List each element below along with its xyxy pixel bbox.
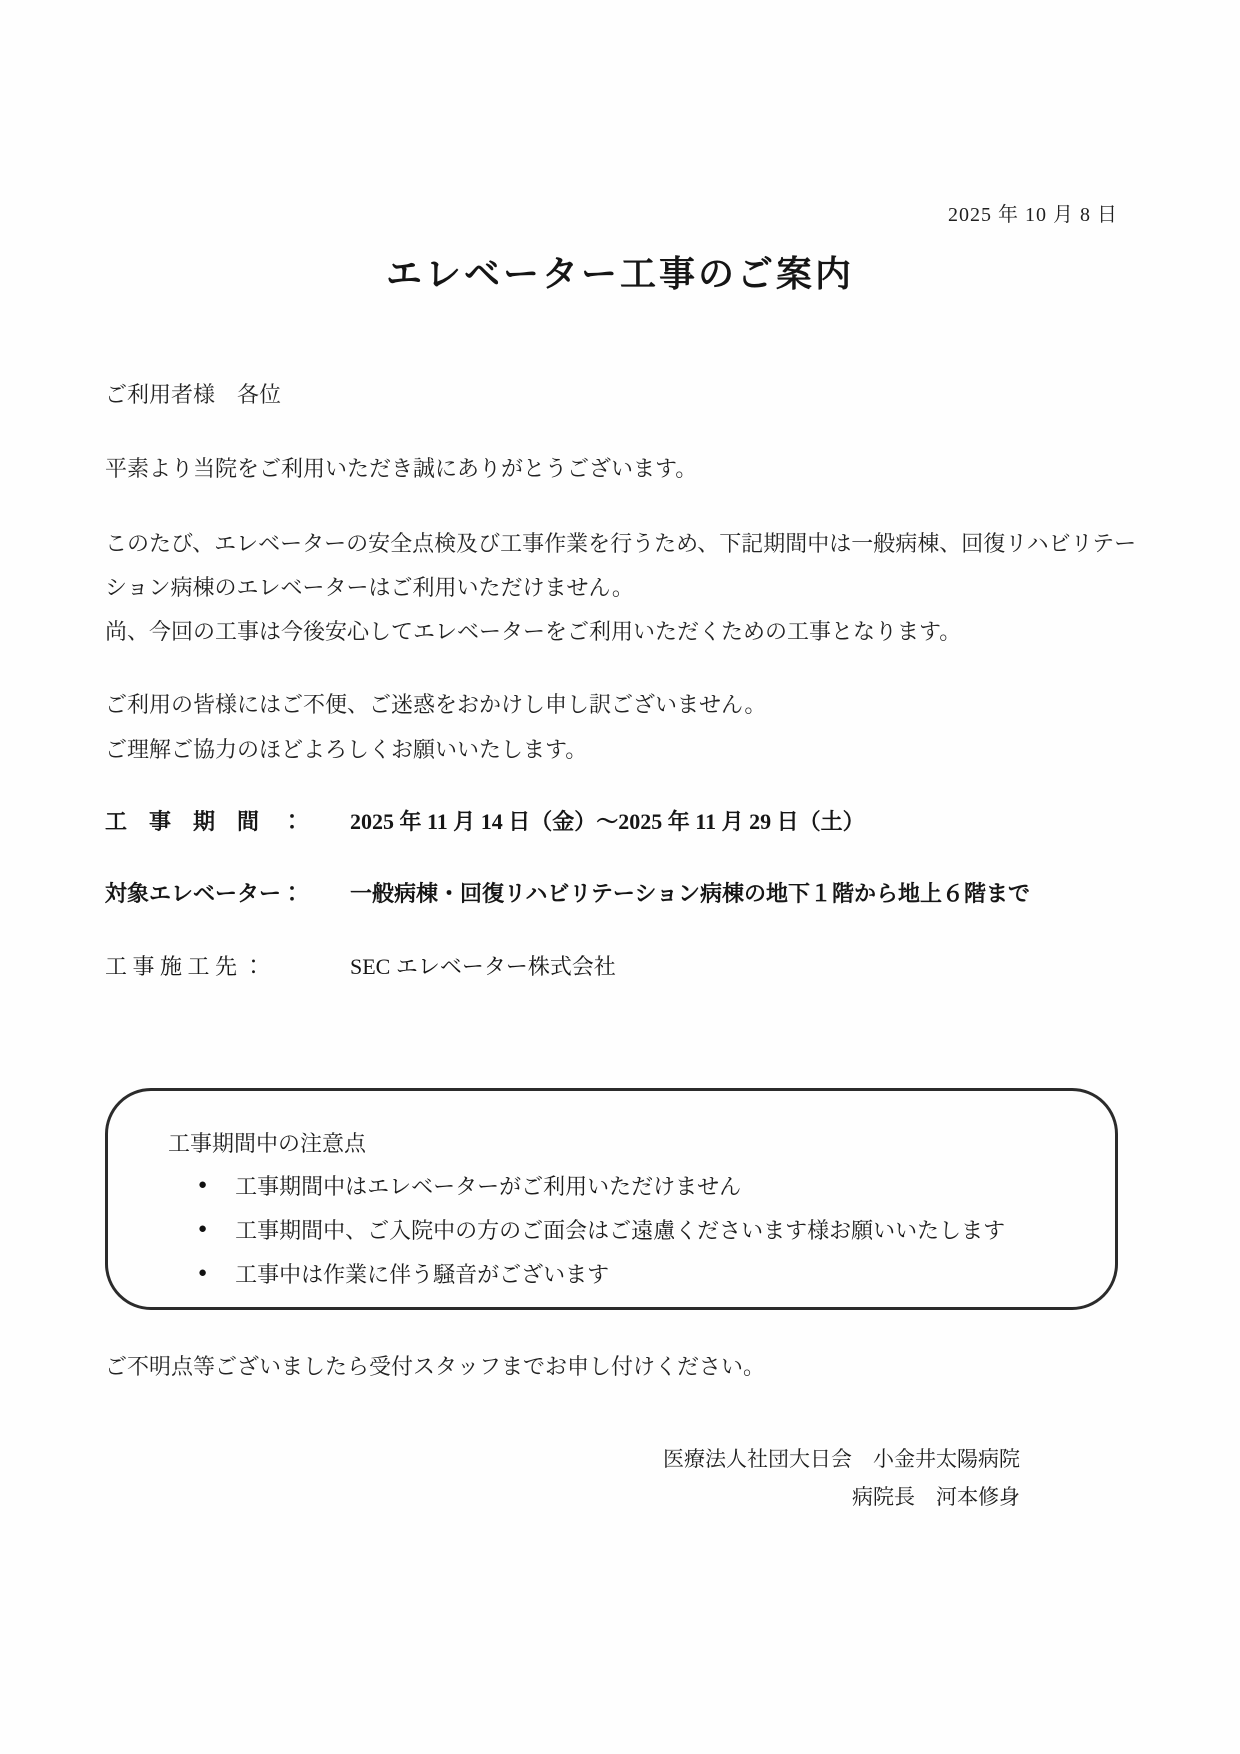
bullet-icon: ●	[198, 1265, 208, 1281]
signature-block	[663, 1440, 1020, 1516]
detail-value: 2025 年 11 月 14 日（金）～2025 年 11 月 29 日（土）	[350, 809, 865, 834]
bullet-icon: ●	[198, 1221, 208, 1237]
detail-label: 対象エレベーター：	[105, 881, 304, 906]
detail-row-target-elevators	[105, 877, 1030, 908]
signature-person: 病院長 河本修身	[852, 1485, 1020, 1509]
detail-value: 一般病棟・回復リハビリテーション病棟の地下１階から地上６階まで	[350, 881, 1031, 906]
notice-item-text: 工事中は作業に伴う騒音がございます	[235, 1262, 610, 1287]
list-item	[198, 1170, 1115, 1201]
notice-box-title: 工事期間中の注意点	[168, 1131, 367, 1156]
apology-paragraph	[105, 682, 1140, 772]
body-sentence-2: 尚、今回の工事は今後安心してエレベーターをご利用いただくための工事となります。	[105, 619, 962, 644]
document-date: 2025 年 10 月 8 日	[948, 204, 1118, 226]
notice-item-text: 工事期間中、ご入院中の方のご面会はご遠慮くださいます様お願いいたします	[235, 1218, 1006, 1243]
body-sentence-1: このたび、エレベーターの安全点検及び工事作業を行うため、下記期間中は一般病棟、回復リハビリテーション病棟のエレベーターはご利用いただけません。	[105, 531, 1137, 600]
greeting-line: 平素より当院をご利用いただき誠にありがとうございます。	[105, 456, 698, 481]
signature-organization: 医療法人社団大日会 小金井太陽病院	[663, 1447, 1020, 1471]
list-item	[198, 1258, 1115, 1289]
notice-box	[105, 1088, 1118, 1310]
detail-value: SEC エレベーター株式会社	[350, 954, 616, 979]
list-item	[198, 1214, 1115, 1245]
body-paragraph	[105, 522, 1140, 654]
detail-row-construction-period	[105, 805, 865, 836]
notice-list	[108, 1170, 1115, 1289]
apology-line-2: ご理解ご協力のほどよろしくお願いいたします。	[105, 737, 588, 762]
contact-line: ご不明点等ございましたら受付スタッフまでお申し付けください。	[105, 1354, 766, 1379]
document-title: エレベーター工事のご案内	[385, 254, 854, 294]
detail-row-contractor	[105, 950, 616, 981]
detail-label: 工 事 施 工 先 ：	[105, 954, 265, 979]
apology-line-1: ご利用の皆様にはご不便、ご迷惑をおかけし申し訳ございません。	[105, 692, 767, 717]
salutation: ご利用者様 各位	[105, 382, 282, 407]
notice-item-text: 工事期間中はエレベーターがご利用いただけません	[235, 1174, 742, 1199]
detail-label: 工 事 期 間 ：	[105, 809, 304, 834]
bullet-icon: ●	[198, 1177, 208, 1193]
